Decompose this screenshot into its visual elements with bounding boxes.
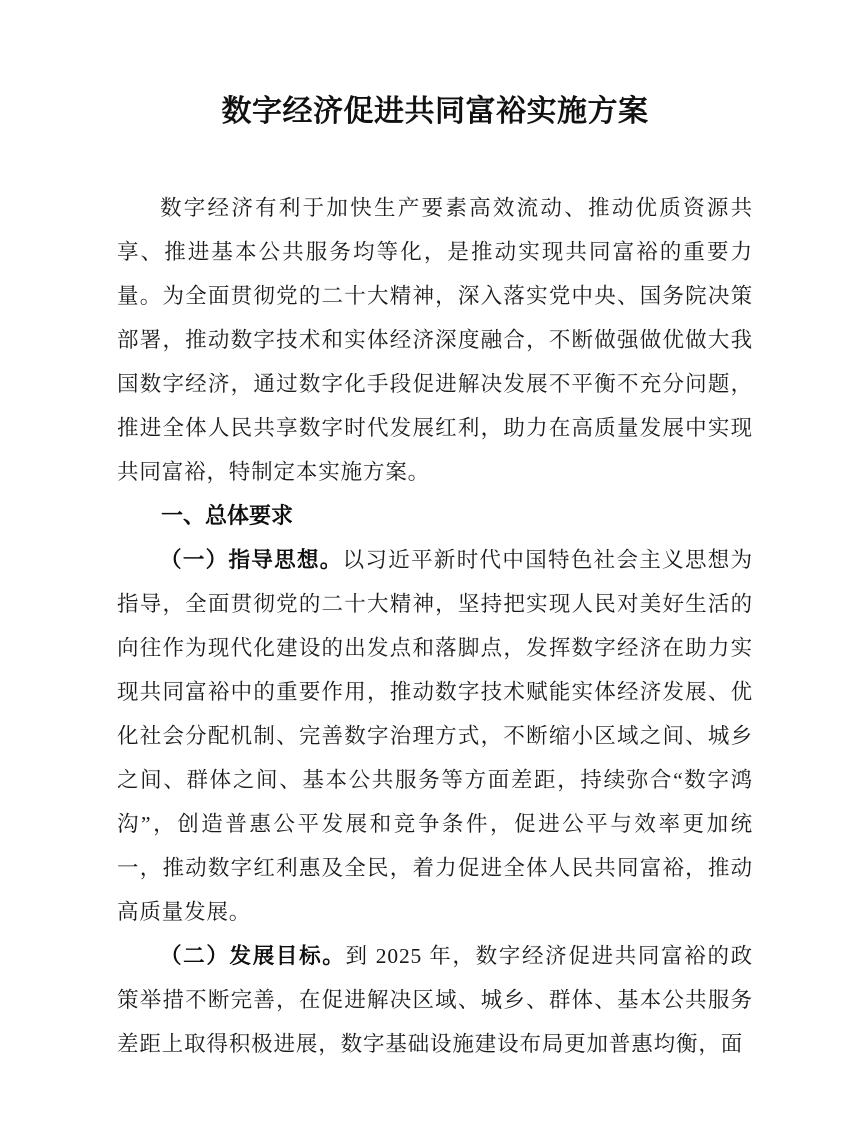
- item-2-text: 到 2025 年，数字经济促进共同富裕的政策举措不断完善，在促进解决区域、城乡、群体、基本公共服务差距上取得积极进展，数字基础设施建设布局更加普惠均衡，面: [117, 944, 753, 1056]
- section-1-heading: 一、总体要求: [161, 503, 294, 528]
- item-1-lead: （一）指导思想。: [160, 548, 343, 572]
- item-2-lead: （二）发展目标。: [160, 944, 346, 968]
- intro-paragraph: 数字经济有利于加快生产要素高效流动、推动优质资源共享、推进基本公共服务均等化，是推动实现共同富裕的重要力量。为全面贯彻党的二十大精神，深入落实党中央、国务院决策部署，推动数字技术和实体经济深度融合，不断做强做优做大我国数字经济，通过数字化手段促进解决发展不平衡不充分问题，推进全体人民共享数字时代发展红利，助力在高质量发展中实现共同富裕，特制定本实施方案。: [117, 196, 753, 484]
- item-1-text: 以习近平新时代中国特色社会主义思想为指导，全面贯彻党的二十大精神，坚持把实现人民对美好生活的向往作为现代化建设的出发点和落脚点，发挥数字经济在助力实现共同富裕中的重要作用，推动数字技术赋能实体经济发展、优化社会分配机制、完善数字治理方式，不断缩小区域之间、城乡之间、群体之间、基本公共服务等方面差距，持续弥合“数字鸿沟”，创造普惠公平发展和竞争条件，促进公平与效率更加统一，推动数字红利惠及全民，着力促进全体人民共同富裕，推动高质量发展。: [117, 548, 753, 924]
- item-1-paragraph: [117, 538, 753, 934]
- item-2-paragraph: [117, 934, 753, 1066]
- document-title: 数字经济促进共同富裕实施方案: [221, 95, 649, 128]
